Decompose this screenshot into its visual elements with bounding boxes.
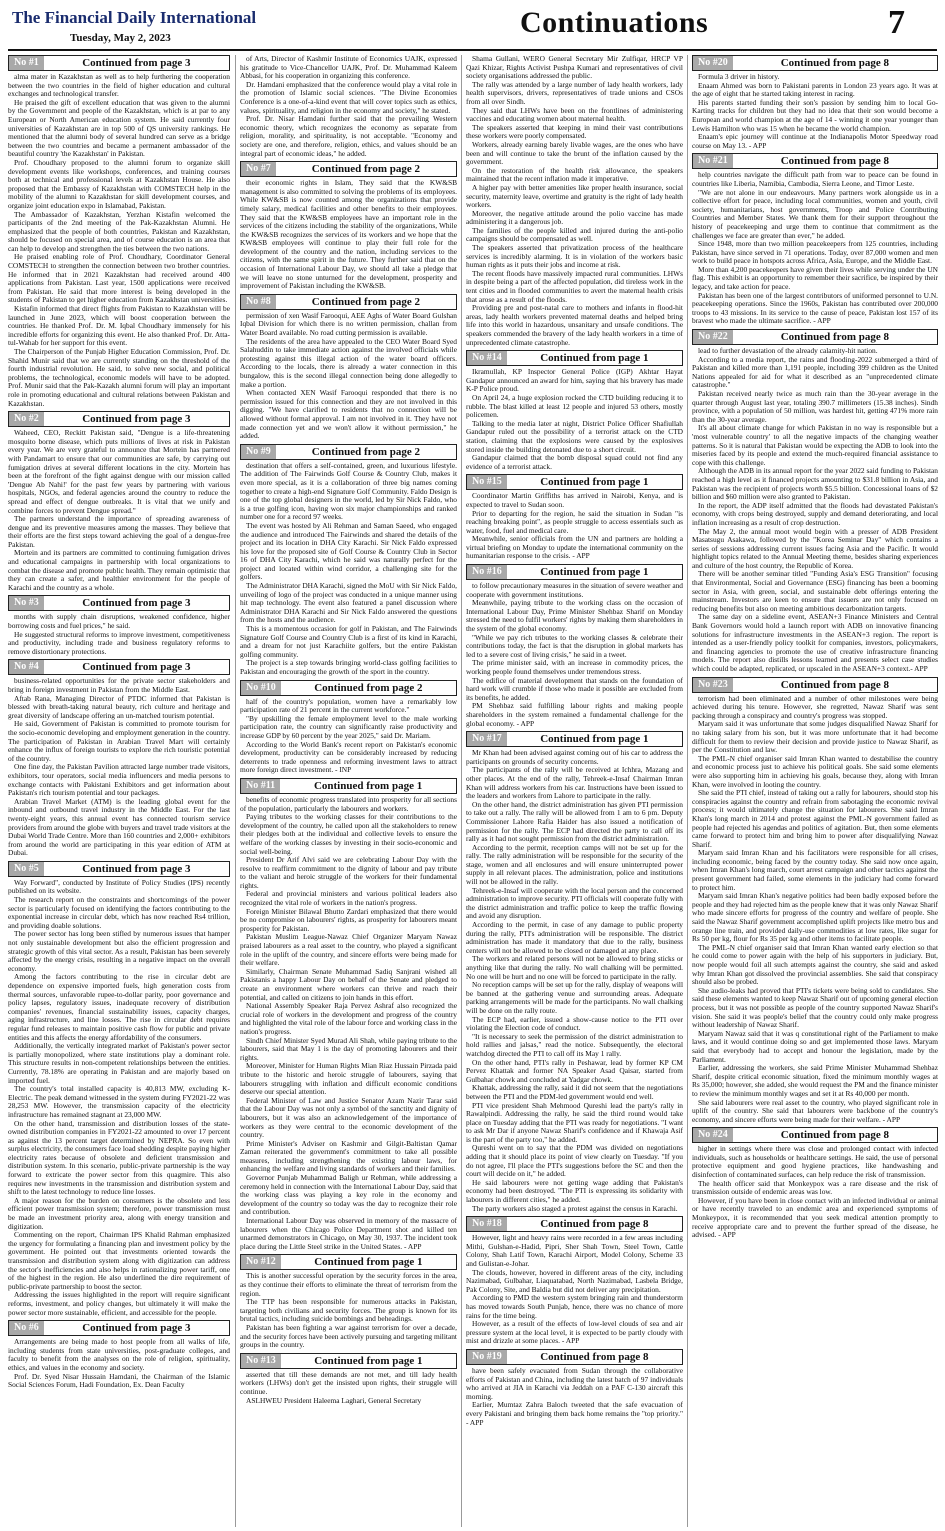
article xyxy=(240,55,457,158)
continued-label: Continued from page 8 xyxy=(540,1218,649,1231)
article-body xyxy=(466,749,683,1213)
paragraph: Waheed, CEO, Reckitt Pakistan said, "Dengue is a life-threatening mosquito borne disease, which puts millions of lives at risk in Pakistan every year. We are very grateful to announce that Mortein has partnered with Pandamart to ensure that our communities are safe, by carrying out fumigation drives at several different locations in the city. Mortein has been at the forefront of the fight against dengue with our mission called 'Dengue Ab Nahi!' for the past few years by partnering with various hospitals, NGOs, and federal agencies around the country to reduce the spread and effect of dengue outbreaks. It is vital that we unify and combine forces to prevent Dengue spread." xyxy=(8,428,230,515)
paragraph: According to the permit, in case of any damage to public property during the rally, PTI's administration will be responsible. The district administration has made it mandatory that due to the rally, business centers will not be allowed to be closed or damaged at any place. xyxy=(466,920,683,955)
continued-label: Continued from page 1 xyxy=(314,1354,423,1367)
article-header xyxy=(8,55,230,71)
article-number: No #22 xyxy=(693,330,733,344)
article-header xyxy=(466,350,683,366)
continued-label: Continued from page 3 xyxy=(82,1322,191,1335)
column-2 xyxy=(235,55,461,1527)
paragraph: The research report on the constraints and shortcomings of the power sector is particularly focused on identifying the factors contributing to the exponential increase in circular debt, which has now reached Rs4 trillion, and providing doable solutions. xyxy=(8,895,230,930)
paragraph: National Assembly Speaker Raja Pervez Ashraf also recognized the crucial role of workers in the development and progress of the country and highlighted the vital role of the labour force and working class in the nation's progress. xyxy=(240,1001,457,1036)
paragraph: Way Forward", conducted by Institute of Policy Studies (IPS) recently published on its website. xyxy=(8,877,230,896)
paragraph: The prime minister said, with an increase in commodity prices, the working people found themselves under tremendous stress. xyxy=(466,658,683,676)
paragraph: Maryam said Imran Khan and his facilitators were responsible for all crises, including economic, being faced by the country today. She said now once again, when Imran Khan's long march, court arrest campaign and other tactics against the present government had failed, some elements in the judiciary had come forward to protect him. xyxy=(692,848,938,892)
paragraph: The speakers asserted that privatization process of the healthcare services is incredibly alarming. It is in violation of the workers basic human rights as it puts their jobs and income at risk. xyxy=(466,243,683,270)
paragraph: The recent floods have massively impacted rural communities. LHWs in despite being a part of the affected population, did tireless work in the tent cities and in flooded communities to avert the maternal health crisis that arose as a result of the floods. xyxy=(466,268,683,304)
paragraph: Maryam said it was unfortunate that some judges disqualified Nawaz Sharif for no taking salary from his son, but it was more unfortunate that it had become difficult for them to review their decision and provide justice to Nawaz Sharif, as per the Constitution and law. xyxy=(692,719,938,755)
paragraph: Commenting on the report, Chairman IPS Khalid Rahman emphasized the urgency for formulating a financing plan and investment policy by the government. He pointed out that investments oriented towards the transmission and distribution system along with digitization can address the sector's inefficiencies and also helps in rationalizing power tariff, one of the highest in the region. He also underlined the dire requirement of public-private partnership to boost the sector. xyxy=(8,1230,230,1291)
article-number: No #4 xyxy=(9,660,44,674)
paragraph: On the other hand, the district administration has given PTI permission to take out a rally. The rally will be allowed from 1 am to 6 pm. Deputy Commissioner Lahore Rafia Haider has also issued a notification of permission for the rally. The ECP had directed the party to call off its rally as it had not sought permission from the district administration. xyxy=(466,799,683,844)
article-body xyxy=(692,171,938,326)
continued-label: Continued from page 8 xyxy=(780,331,889,344)
continued-label: Continued from page 1 xyxy=(540,476,649,489)
article xyxy=(240,294,457,441)
article-number: No #21 xyxy=(693,154,733,168)
article-header xyxy=(8,1320,230,1336)
paragraph: Khattak, addressing the rally, said it did not seem that the negotiations between the PTI and the PDM-led government would end well. xyxy=(466,1083,683,1101)
paragraph: The Administrator DHA Karachi, signed the MoU with Sir Nick Faldo, unveiling of logo of the project was conducted in a unique manner using hit map technology. The event also featured a panel discussion where Administrator DHA Karachi and Sir Nick Faldo answered the questions from the hosts and the audience. xyxy=(240,581,457,625)
paragraph: According to a media report, the rains and flooding-2022 submerged a third of Pakistan and killed more than 1,191 people, including 399 children as the United Nations appealed for aid for what it described as an "unprecedented climate catastrophe." xyxy=(692,354,938,390)
article-header xyxy=(466,1349,683,1365)
article-body xyxy=(466,55,683,347)
article-number: No #5 xyxy=(9,862,44,876)
continued-label: Continued from page 8 xyxy=(540,1350,649,1363)
article-header xyxy=(8,411,230,427)
article-body xyxy=(8,613,230,656)
article-body xyxy=(466,1234,683,1346)
continued-label: Continued from page 8 xyxy=(780,155,889,168)
article-number: No #12 xyxy=(241,1255,281,1269)
paragraph: On the restoration of the health risk allowance, the speakers maintained that the recent inflation made it imperative. xyxy=(466,165,683,184)
article-body xyxy=(466,1367,683,1427)
article-number: No #1 xyxy=(9,56,44,70)
article-body xyxy=(8,73,230,408)
article xyxy=(8,55,230,408)
paragraph: Enaam Ahmed was born to Pakistani parents in London 23 years ago. It was at the age of eight that he started taking interest in racing. xyxy=(692,80,938,99)
paragraph: She said labourers were real asset to the country, who played significant role in uplift of the country. She said that labourers were backbone of the country's economy, and sincere efforts were being made for their welfare. - APP xyxy=(692,1097,938,1124)
article-header xyxy=(466,474,683,490)
column-1 xyxy=(8,55,234,1527)
paragraph: PTI vice president Shah Mehmood Qureshi lead the party's rally in Rawalpindi. Addressing the rally, he said the third round would take place on Tuesday adding that the PTI was ready for negotiations. "I want to ask Mr Dar if anyone Nawaz Sharif's confidence and if Khawaja Asif is the part of the party too," he added. xyxy=(466,1100,683,1144)
article xyxy=(240,161,457,291)
article-number: No #6 xyxy=(9,1321,44,1335)
masthead xyxy=(0,0,945,50)
paragraph: The power sector has long been stifled by numerous issues that hamper not only sustainable development but also the efficient progression and strategic growth of this vital sector. As a result, Pakistan has been severely affected by the energy crisis, resulting in a negative impact on the overall economy. xyxy=(8,929,230,973)
paragraph: Earlier, addressing the workers, she said Prime Minister Muhammad Shehbaz Sharif, despite critical economic situation, fixed the minimum monthly wages at Rs 35,000; however, she added, she would request the PM and the finance minister to review the minimum monthly wages and set it at Rs 40,000 per month. xyxy=(692,1063,938,1098)
page-number: 7 xyxy=(888,4,905,41)
article-header xyxy=(466,564,683,580)
paragraph: The edifice of material development that stands on the foundation of hard work will crumble if those who made it possible are excluded from its benefits, he added. xyxy=(466,675,683,702)
article-body xyxy=(240,796,457,1251)
paragraph: half of the country's population, women have a remarkably low participation rate of 21 percent in the current workforce." xyxy=(240,696,457,715)
paragraph: Pakistan has been one of the largest contributors of uniformed personnel to U.N. peacekeeping operations. Since the 1960s, Pakistan has contributed over 200,000 troops to 43 missions. In its service to the cause of peace, Pakistan lost 157 of its bravest who made the ultimate sacrifice. - APP xyxy=(692,290,938,326)
article xyxy=(692,329,938,674)
paragraph: He said labourers were not getting wage adding that Pakistan's economy had been destroyed. "The PTI is expressing its solidarity with labourers in different cities," he added. xyxy=(466,1177,683,1205)
continued-label: Continued from page 3 xyxy=(82,57,191,69)
paragraph: Meanwhile, senior officials from the UN and partners are holding a virtual briefing on Monday to update the international community on the humanitarian response to the crisis. - APP xyxy=(466,534,683,561)
paragraph: A major reason for the burden on consumers is the obsolete and less efficient power transmission system; therefore, power transmission must be made an investment priority area, along with energy transition and digitization. xyxy=(8,1195,230,1231)
paragraph: They said that LHWs have been on the frontlines of administering vaccines and educating women about maternal health. xyxy=(466,105,683,124)
paragraph: More than 4,200 peacekeepers have given their lives while serving under the UN flag. This exhibit is an opportunity to remember their sacrifice, be inspired by their legacy, and take action for peace. xyxy=(692,264,938,292)
article xyxy=(466,350,683,471)
paragraph: Workers, already earning barely livable wages, are the ones who have been and will continue to take the brunt of the inflation caused by the government. xyxy=(466,139,683,167)
article-body xyxy=(466,492,683,561)
continued-label: Continued from page 3 xyxy=(82,413,191,426)
paragraph: On April 24, a huge explosion rocked the CTD building reducing it to rubble. The blast killed at least 12 people and injured 53 others, mostly policemen. xyxy=(466,392,683,420)
paragraph: The Ambassador of Kazakhstan, Yerzhan Kistafin welcomed the participants of the 2nd meeting of the Pak-Kazakhstan Alumni. He emphasized that the people of both countries, Pakistan and Kazakhstan, should be focused on special area, and of course education is an area that can help to develop and strengthen the ties between the two nations. xyxy=(8,209,230,253)
paragraph: Additionally, the vertically integrated market of Pakistan's power sector is partially monopolized, where state institutions play a dominant role. This structure results in non-competent relationships between the entities. Currently, 78.18% are operating in Pakistan and are majorly based on imported fuel. xyxy=(8,1041,230,1085)
paragraph: Although the ADB in its annual report for the year 2022 said funding to Pakistan reached a high level as it financed projects amounting to $31.8 billion in Asia, and Pakistan was the recipient of projects worth $5.5 billion. Concessional loans of $2 billion and $60 million were also granted to Pakistan. xyxy=(692,466,938,502)
article-number: No #11 xyxy=(241,779,280,793)
article-body xyxy=(8,677,230,857)
continued-label: Continued from page 1 xyxy=(540,352,649,365)
continued-label: Continued from page 1 xyxy=(313,779,423,792)
paragraph: ASLHWEU President Haleema Laghari, General Secretary xyxy=(246,1395,422,1405)
article-header xyxy=(8,595,230,611)
article-header xyxy=(240,1254,457,1270)
paragraph: On the other hand, PTI's rally in Peshawar, lead by former KP CM Pervez Khattak and former NA Speaker Asad Qaisar, started from Gulbahar chowk and concluded at Yadgar chowk. xyxy=(466,1057,683,1084)
paragraph: alma mater in Kazakhstan as well as to help furthering the cooperation between the two countries in the field of higher education and cultural exchanges and technological transfer. xyxy=(8,72,230,99)
article xyxy=(8,411,230,592)
article xyxy=(8,861,230,1317)
paragraph: One fine day, the Pakistan Pavilion attracted large number trade visitors, exhibitors, tour operators, social media influencers and media persons to exchange contacts with Pakistani Exhibitors and get information about Pakistan's rich tourism potential and tour packages. xyxy=(8,762,230,798)
paragraph: She audio-leaks had proved that PTI's tickets were being sold to candidates. She said these elements wanted to keep Nawaz Sharif out of upcoming general election process, but it was not possible as people of the country supported Nawaz Sharif's vision. She said it was people's belief that the country could only make progress without leadership of Nawaz Sharif. xyxy=(692,985,938,1030)
paragraph: Pakistan received nearly twice as much rain than the 30-year average in the quarter through August last year, totaling 390.7 millimeters (15.38 inches). Sindh province, with a population of 50 million, was hardest hit, getting 471% more rain than the 30-year average. xyxy=(692,389,938,424)
paragraph: destination that offers a self-contained, green, and luxurious lifestyle. The addition of The Fairwinds Golf Course & Country Club, makes it even more special, as it is a collaboration of three big names coming together to create a high-end Signature Golf Community. Faldo Design is one of the top global designers in the world, led by Sir Nick Faldo, who is a true golfing icon, having won six major championships and ranked number one for a record 97 weeks. xyxy=(240,460,457,522)
continued-label: Continued from page 1 xyxy=(314,1256,423,1269)
article-body xyxy=(466,582,683,728)
article-body xyxy=(240,1272,457,1349)
paragraph: The same day on a sideline event, ASEAN+3 Finance Ministers and Central Bank Governors would hold a launch report with ADB on innovative financing solutions for infrastructure investments in the ASEAN+3 region. The report is intended as a user-friendly policy toolkit for companies, investors, policymakers, and financing agencies to promote the use of creative infrastructure financing models. The report also distills lessons learned and presents select case studies which could be adapted, replicated, or upscaled in the ASEAN+3 context.- APP xyxy=(692,612,938,673)
paragraph: Formula 3 driver in history. xyxy=(698,72,780,81)
article xyxy=(466,564,683,728)
paragraph: asserted that till these demands are not met, and till lady health workers (LHWs) don't get the insisted upon rights, their struggle will continue. xyxy=(240,1369,457,1396)
article xyxy=(466,1216,683,1346)
paragraph: The families of the people killed and injured during the anti-polio campaigns should be compensated as well. xyxy=(466,225,683,244)
section-title: Continuations xyxy=(520,6,709,39)
continued-label: Continued from page 2 xyxy=(311,295,420,308)
paragraph: The clouds, however, hovered in different areas of the city, including Nazimabad, Gulbahar, Liaquatabad, North Nazimabad, Lasbela Bridge, Pak Colony, Site, and Baldia but did not deliver any precipitation. xyxy=(466,1267,683,1294)
paragraph: On the other hand, transmission and distribution losses of the state-owned distribution companies in FY2021-22 amounted to over 17 percent as against the 13 percent target determined by NEPRA. So even with surplus electricity, the consumers face load shedding despite paying higher electricity rates because of obsolete and deficient transmission and distribution system. In this scenario, public-private partnership is the way forward to extricate the power sector from this quagmire. This also requires new investments in the transmission and distribution system and shift to the latest technology to reduce line losses. xyxy=(8,1118,230,1197)
article-number: No #19 xyxy=(467,1350,507,1364)
paragraph: of Arts, Director of Kashmir Institute of Economics UAJK, expressed his gratitude to Vice-Chancellor UAJK, Prof. Dr. Muhammad Kaleem Abbasi, for his cooperation in organizing this conference. xyxy=(240,55,457,81)
paragraph: This is another successful operation by the security forces in the area, as they continue their efforts to eliminate the threat of terrorism from the region. xyxy=(240,1271,457,1298)
article-number: No #7 xyxy=(241,162,276,176)
article-header xyxy=(240,444,457,460)
paragraph: months with supply chain disruptions, weakened confidence, higher borrowing costs and fuel prices," he said. xyxy=(8,612,230,631)
article-header xyxy=(692,677,938,693)
article xyxy=(8,1320,230,1390)
paragraph: Moreover, Minister for Human Rights Mian Riaz Hussain Pirzada paid tribute to the historic and heroic struggle of labourers, saying that labourers struggling with inflation and difficult economic conditions deserve our special attention. xyxy=(240,1061,457,1097)
paragraph: Prof. Choudhary proposed to the alumni forum to organize skill development events like workshops, conferences, and training courses both at technical and professional levels at Kazakhstan House. He also proposed that the Embassy of Kazakhstan with COMSTECH help in the mobility of the alumni to Kazakhstan for skill development courses, and organize joint education expo in Islamabad, Pakistan. xyxy=(8,157,230,210)
article xyxy=(8,595,230,656)
paragraph: He praised the gift of excellent education that was given to the alumni by the Government and people of the Kazakhstan, which is at par to any European or North American education system. He said currently four universities of Kazakhstan are in top 500 of QS university rankings. He mentioned that the alumni body of several hundred can serve as a bridge between the two countries and became a permanent ambassador of the beautiful country 'the Kazakhstan' in Pakistan. xyxy=(8,97,230,159)
article-body xyxy=(8,879,230,1317)
paragraph: Mortein and its partners are committed to continuing fumigation drives and educational campaigns in partnership with local organizations to combat the disease and promote public health. They remain optimistic that they can create a safer, and healthier environment for the people of Karachi and the country as a whole. xyxy=(8,548,230,592)
continued-label: Continued from page 8 xyxy=(780,678,889,691)
paragraph: It's all about climate change for which Pakistan in no way is responsible but a 'most vulnerable country' to all the negative impacts of the changing weather patterns. So it is natural that Pakistan would be expecting the ADB to look into the miseries faced by its people and extend the much-required financial assistance to cope with this challenge. xyxy=(692,423,938,467)
paragraph: The residents of the area have appealed to the CEO Water Board Syed Salahuddin to take immediate action against the involved officials while protesting against this illegal action of the water board officers. According to the locals, there is already a water connection in this bungalow, this is the second illegal connection being done allegedly to make a portion. xyxy=(240,336,457,389)
paragraph: The workers and related persons will not be allowed to bring sticks or anything like that during the rally. No wall chalking will be permitted. No one will be hurt and no one will be forced to participate in the rally. xyxy=(466,954,683,981)
article-header xyxy=(8,861,230,877)
paragraph: However, if you have been in close contact with an infected individual or animal or have recently traveled to an endemic area and experienced symptoms of Monkeypox, it is recommended that you seek medical attention promptly to receive appropriate care and to prevent the further spread of the disease, he advised. - APP xyxy=(692,1195,938,1240)
column-4 xyxy=(687,55,938,1527)
paragraph: Talking to the media later at night, District Police Officer Shafiullah Gandapur ruled out the possibility of a terrorist attack on the CTD station, claiming that the explosions were caused by the explosives stored inside the building detonated due to a short circuit. xyxy=(466,418,683,454)
paragraph: Prof. Dr. Nisar Hamdani further said that the prevailing Western economic theory, which recognizes the economy as separate from religion, morality, and spirituality, is not acceptable. "Economy and society are one, and therefore, religion, ethics, and values should be an integral part of economic ideas," he added. xyxy=(240,114,457,158)
continued-label: Continued from page 1 xyxy=(540,733,649,746)
paragraph: According to the permit, reception camps will not be set up for the rally. The rally administration will be responsible for the security of the stage, women and all enclosures and will ensure uninterrupted power supply in all relevant places. The administration, police and institutions will not be allowed in the rally. xyxy=(466,842,683,887)
article-header xyxy=(466,731,683,747)
article-body xyxy=(240,698,457,775)
article xyxy=(692,153,938,326)
paragraph: The PML-N chief organiser said that Imran Khan wanted early election so that he could come to power again with the help of his supporters in judiciary. But, now people would foil all such attempts against the country, she said and asked why Imran Khan got dissolved the provincial assemblies. She said that conspiracy should also be probed. xyxy=(692,942,938,987)
paragraph: help countries navigate the difficult path from war to peace can be found in countries like Liberia, Namibia, Cambodia, Sierra Leone, and Timor Leste. xyxy=(692,170,938,188)
article-body xyxy=(240,462,457,677)
article-header xyxy=(692,153,938,169)
continued-label: Continued from page 2 xyxy=(311,445,420,458)
paragraph: Shama Gullani, WERO General Secretary Mir Zulfiqar, HRCP VP Qazi Khizar, Rights Activist Pushpa Kumari and representatives of civil society organisations addressed the public. xyxy=(466,55,683,81)
article-body xyxy=(240,55,457,158)
article xyxy=(8,659,230,857)
paragraph: higher in settings where there was close and prolonged contact with infected individuals, such as households or healthcare settings. He said, the use of personal protective equipment and good hygiene practices, like handwashing and disinfection of contaminated surfaces, can help reduce the risk of transmission. xyxy=(692,1144,938,1180)
paragraph: According to PMD the western system bringing rain and thunderstorm has moved towards South Punjab, hence, there was no chance of more rains for the time being. xyxy=(466,1293,683,1320)
issue-date: Tuesday, May 2, 2023 xyxy=(70,32,171,44)
article-number: No #8 xyxy=(241,295,276,309)
paragraph: However, as a result of the effects of low-level clouds of sea and air pressure system at the local level, it is expected to be partly cloudy with mist and drizzle at some places. - APP xyxy=(466,1319,683,1346)
paragraph: The Chairperson of the Punjab Higher Education Commission, Prof. Dr. Shahid Munir said that we are currently standing on the threshold of the fourth industrial revolution. He said, to solve new social, and political problems, the technological, economic models will have to be adopted. Prof. Munir said that the Pak-Kazakh alumni forum will play an important role in promoting educational and cultural relations between Pakistan and Kazakhstan. xyxy=(8,347,230,408)
article-body xyxy=(240,179,457,291)
article-header xyxy=(692,329,938,345)
paragraph: Prof. Dr. Syed Nisar Hussain Hamdani, the Chairman of the Islamic Social Sciences Forum, Hadi Foundation, Ex. Dean Faculty xyxy=(8,1371,230,1390)
paragraph: The health officer said that Monkeypox was a rare disease and the risk of transmission outside of endemic areas was low. xyxy=(692,1178,938,1197)
paragraph: Enaam's epic journey will continue at the Indianapolis Motor Speedway road course on May 13. - APP xyxy=(692,132,938,150)
article-number: No #13 xyxy=(241,1354,281,1368)
paragraph: Federal Minister of Law and Justice Senator Azam Nazir Tarar said that the Labour Day was not only a symbol of the sanctity and dignity of labourers, but it was also an acknowledgement of the importance of workers as they were central to the economic development of the country. xyxy=(240,1095,457,1140)
article xyxy=(240,680,457,775)
paragraph: terrorism had been eliminated and a number of other milestones were being achieved during his tenure. However, she regretted, Nawaz Sharif was sent packing through a conspiracy and country's progress was stopped. xyxy=(692,693,938,720)
paragraph: "While we pay rich tributes to the working classes & celebrate their contributions today, the fact is that the disruption in global markets has led to a severe cost of living crisis," he said in a tweet. xyxy=(466,632,683,659)
paragraph: This is a momentous occasion for golf in Pakistan, and The Fairwinds Signature Golf Course and Country Club is a first of its kind in Karachi, and a dream for not just Karachiite golfers, but the entire Pakistan golfing community. xyxy=(240,624,457,659)
article-body xyxy=(8,1338,230,1390)
paragraph: He praised enabling role of Prof. Choudhary, Coordinator General COMSTECH to strengthen the connection between two brother countries. He informed that in 2021 Kazakhstan had received around 400 applications from Pakistan. Last year, 1500 applications were received from Pakistan. He said that more interest is being developed in the students of Pakistan to get higher education from Kazakhstan universities. xyxy=(8,252,230,305)
masthead-rule xyxy=(8,49,937,51)
paper-name: The Financial Daily International xyxy=(12,8,257,27)
paragraph: Pakistan has been fighting a war against terrorism for over a decade, and the security forces have been actively pursuing and targeting militant groups in the country. xyxy=(240,1322,457,1350)
paragraph: The party workers also staged a protest against the census in Karachi. xyxy=(472,1203,678,1213)
article-number: No #23 xyxy=(693,678,733,692)
article-body xyxy=(240,312,457,441)
paragraph: Federal and provincial ministers and various political leaders also recognized the vital role of workers in the nation's progress. xyxy=(240,889,457,908)
article-header xyxy=(240,161,457,177)
article-number: No #14 xyxy=(467,351,507,365)
article xyxy=(240,778,457,1251)
paragraph: Kistafin informed that direct flights from Pakistan to Kazakhstan will be launched in June 2023, which will boost cooperation between the countries. He thanked Prof. Dr. M. Iqbal Choudhary immensely for his incredible efforts for organizing this event. He also thanked Prof. Dr. Atta-tul-Wahab for her support for this event. xyxy=(8,304,230,348)
paragraph: Meanwhile, paying tribute to the working class on the occasion of International Labour Day, Prime Minister Shehbaz Sharif on Monday stressed the need to fulfil workers' rights by making them shareholders in the system of the global economy. xyxy=(466,598,683,634)
paragraph: His parents started funding their son's passion by sending him to local Go-Karting tracks for children but they had no idea that their son would become a European and world champion at the age of 14 - winning it one year younger than Lewis Hamilton who was 15 when he became the world champion. xyxy=(692,97,938,133)
continued-label: Continued from page 8 xyxy=(780,57,889,69)
article-header xyxy=(466,1216,683,1232)
paragraph: "It is necessary to seek the permission of the district administration to hold rallies and jalsas," read the notice. Subsequently, the electoral watchdog directed the PTI to call off its May 1 rally. xyxy=(466,1031,683,1058)
article xyxy=(692,677,938,1125)
article-number: No #2 xyxy=(9,412,44,426)
paragraph: However, light and heavy rains were recorded in a few areas including Mithi, Gulshan-e-Hadid, Pipri, Sher Shah Town, Steel Town, Cattle Colony, Shah Latif Town, Karachi Airport, Model Colony, Scheme 33 and Gulistan-e-Johar. xyxy=(466,1233,683,1268)
article-number: No #10 xyxy=(241,681,281,695)
article-header xyxy=(8,659,230,675)
paragraph: Since 1948, more than two million peacekeepers from 125 countries, including Pakistan, have since served in 71 operations. Today, over 87,000 women and men work to build peace in hotspots across Africa, Asia, Europe, and the Middle East. xyxy=(692,239,938,266)
paragraph: Qureshi went on to say that the PDM was divided on negotiations adding that it should place its point of view clearly on Tuesday. "If you do not agree, I'll place the PTI's suggestions before the SC and then the court will decide on it," he added. xyxy=(466,1143,683,1179)
paragraph: Foreign Minister Bilawal Bhutto Zardari emphasized that there would be no compromise on labourers' rights, as prosperity for labourers meant prosperity for Pakistan. xyxy=(240,906,457,933)
article-number: No #17 xyxy=(467,732,507,746)
paragraph: PM Shehbaz said fulfilling labour rights and making people shareholders in the system remained a fundamental challenge for the global economy. - APP xyxy=(466,701,683,728)
article xyxy=(466,1349,683,1427)
column-3 xyxy=(461,55,687,1527)
paragraph: The May 2, the annual moot would begin with a presser of ADB President Masatsugu Asakawa, followed by the "Korea Seminar Day" which contains a series of sessions addressing current issues facing Asia and the Pacific. It would highlight topics related to the Annual Meeting theme, besides sharing experiences and culture of the host country, the Republic of Korea. xyxy=(692,526,938,570)
paragraph: She said the PTI chief, instead of taking out a rally for labourers, should stop his conspiracies against the country and refrain from sabotaging the economic revival process; it would ultimately change the situation for labourers. She said Imran Khan's long march in 2014 and protest against the PML-N government failed as people had rejected his agendas and politics of agitation. But, then some elements came forward to protect him and bring him to power after disqualifying Nawaz Sharif. xyxy=(692,788,938,849)
article xyxy=(466,731,683,1213)
paragraph: Arrangements are being made to host people from all walks of life, including students from state universities, post-graduate colleges, and faculty to benefit from the analyses on the role of religion, spirituality, ethics, and values in the economy and society. xyxy=(8,1337,230,1372)
article xyxy=(692,55,938,150)
paragraph: The ECP had, earlier, issued a show-cause notice to the PTI over violating the Election code of conduct. xyxy=(466,1014,683,1033)
paragraph: He suggested structural reforms to improve investment, competitiveness and productivity, including trade and business regulatory reforms to remove distortionary protections. xyxy=(8,629,230,656)
paragraph: The PML-N chief organiser said Imran Khan wanted to destabilise the country and economic process just to achieve his political goals. She said some elements were also supporting him in achieving his goals, because they, along with Imran Khan, were involved in looting the country. xyxy=(692,753,938,789)
continued-label: Continued from page 3 xyxy=(82,661,191,674)
article-body xyxy=(8,429,230,592)
paragraph: In the report, the ADP itself admitted that the floods had devastated Pakistan's economy, with crops being destroyed, supply and demand deteriorating, and local inflation increasing as a result of crop destruction. xyxy=(692,500,938,527)
continued-label: Continued from page 3 xyxy=(82,862,191,875)
article-number: No #16 xyxy=(467,565,507,579)
paragraph: Maryam Nawaz said that it was q constitutional right of the Parliament to make laws, and it would continue doing so and get implemented those laws. Maryam said that everybody had to accept and honour the legislation, made by the Parliament. xyxy=(692,1028,938,1064)
article-number: No #20 xyxy=(693,56,733,70)
paragraph: permission of xen Wasif Farooqui, AEE Aghs of Water Board Gulshan Iqbal Division for which there is no written permission, challan from Water Board available. No road cutting permission is available. xyxy=(240,310,457,338)
paragraph: There will be another seminar titled "Funding Asia's ESG Transition" focusing that Environmental, Social and Governance (ESG) financing has been a booming sector in Asia, with green, social, and sustainable debt offerings entering the mainstream. Investors are keen to ensure that issuers are not only focused on reducing benefits but also on meeting ambitious decarbonization targets. xyxy=(692,569,938,613)
continued-label: Continued from page 3 xyxy=(82,597,191,610)
paragraph: The partners understand the importance of spreading awareness of dengue and its preventive measures among the masses. They believe that their efforts are the first steps toward achieving the goal of a dengue-free Pakistan. xyxy=(8,514,230,549)
continued-label: Continued from page 1 xyxy=(540,566,649,579)
paragraph: Sindh Chief Minister Syed Murad Ali Shah, while paying tribute to the labourers, said that May 1 is the day of promoting labourers and their rights. xyxy=(240,1035,457,1062)
article xyxy=(240,444,457,677)
paragraph: The project is a step towards bringing world-class golfing facilities to Pakistan and encouraging the growth of the sport in the country. xyxy=(240,658,457,676)
paragraph: Providing pre and post-natal care to mothers and infants in flood-hit areas, lady health workers prevented maternal deaths and helped bring life into this world in hazardous, unsanitary and unsafe conditions. The speakers commended the bravery of the lady health workers in a time of unprecedented climate catastrophe. xyxy=(466,303,683,347)
paragraph: When contacted XEN Wasif Farooqui responded that there is no permission issued for this connection and they are not involved in this digging. "We have clarified to residents that no connection will be allowed without formal approval. I am not involved in it. They have not made connection yet and we won't allow it without permission," he added. xyxy=(240,388,457,441)
continued-label: Continued from page 2 xyxy=(311,163,420,176)
article-body xyxy=(466,368,683,471)
article-header xyxy=(240,294,457,310)
article xyxy=(692,1127,938,1240)
article xyxy=(466,474,683,561)
continued-label: Continued from page 2 xyxy=(314,681,423,694)
paragraph: Mr Khan had been advised against coming out of his car to address the participants on grounds of security concerns. xyxy=(466,748,683,766)
article-number: No #9 xyxy=(241,445,276,459)
paragraph: Prime Minister's Adviser on Kashmir and Gilgit-Baltistan Qamar Zaman reiterated the government's commitment to take all possible measures, including strengthening the existing labour laws, for enhancing the welfare and living standards of workers and their families. xyxy=(240,1138,457,1174)
paragraph: Gandapur claimed that the bomb disposal squad could not find any evidence of a terrorist attack. xyxy=(466,453,683,471)
article-number: No #18 xyxy=(467,1217,507,1231)
paragraph: He said, Government of Pakistan is committed to promote tourism for the socio-economic developing and employment generation in the country. The participation of Pakistan in Arabian Travel Mart will certainly enhance the influx of foreign tourists to explore the rich touristic potential of the country. xyxy=(8,719,230,763)
paragraph: Pakistan Muslim League-Nawaz Chief Organizer Maryam Nawaz praised labourers as a real asset to the country, who played a significant role in the uplift of the country, and sincere efforts were being made for their welfare. xyxy=(240,932,457,968)
article-header xyxy=(692,55,938,71)
paragraph: Similarly, Chairman Senate Muhammad Sadiq Sanjrani wished all Pakistanis a happy Labour Day on behalf of the Senate and pledged to create an environment where workers can thrive and reach their potential, and called on citizens to join hands in this effort. xyxy=(240,966,457,1002)
paragraph: Coordinator Martin Griffiths has arrived in Nairobi, Kenya, and is expected to travel to Sudan soon. xyxy=(466,491,683,509)
paragraph: Aftab Rana, Managing Director of PTDC informed that Pakistan is blessed with breath-taking natural beauty, rich culture and heritage and great diversity of landscape offering an un-matched tourism potential. xyxy=(8,693,230,720)
paragraph: business-related opportunities for the private sector stakeholders and bring in foreign investment in Pakistan from the Middle East. xyxy=(8,676,230,694)
paragraph: have been safely evacuated from Sudan through the collaborative efforts of Pakistan and China, including the latest batch of 97 individuals who arrived at JIA in Karachi via Jeddah on a PAF C-130 aircraft this morning. xyxy=(466,1365,683,1401)
article xyxy=(466,55,683,347)
paragraph: Ikramullah, KP Inspector General Police (IGP) Akhtar Hayat Gandapur announced an award for him, saying that his bravery has made K-P Police proud. xyxy=(466,367,683,394)
paragraph: Prior to departing for the region, he said the situation in Sudan "is reaching breaking point", as people struggle to access essentials such as water, food, fuel and medical care. xyxy=(466,508,683,535)
paragraph: Dr. Hamdani emphasized that the conference would play a vital role in the promotion of Islamic social sciences. "The Divine Economies Conference is a one-of-a-kind event that will cover topics such as ethics, values, spirituality, and religion in the economy and society," he stated. xyxy=(240,79,457,115)
article xyxy=(240,1254,457,1349)
article-body xyxy=(692,1145,938,1240)
article-header xyxy=(240,680,457,696)
paragraph: Among the factors contributing to the rise in circular debt are dependence on expensive imported fuels, high generation costs from thermal sources, unfavorable rupee-to-dollar parity, poor governance and policy lapses, regulatory issues, inadequate recovery of distribution companies' revenues, financial sustainability issues, capacity charges, aging infrastructure, and line losses. The rise in circular debt requires regular fund releases to maintain positive cash flow for public and private entities and this affects the energy affordability of the consumers. xyxy=(8,972,230,1042)
paragraph: their economic rights in Islam, They said that the KW&SB management is also committed to solving the problems of its employees. While KW&SB is now counted among the organizations that provide timely salary, medical facilities and other benefits to their employees. They said that the KW&SB employees have an important role in the services of the citizens including the stability of the organizations, While the KW&SB recognizes the services of its workers and we hope that the KW&SB employees will continue to play their full role for the development of the country and the nation, including services to the citizens, with the same spirit in the future. They further said that on the occasion of International Labour Day, we should all take a pledge that we will leave no stone unturned for the development, prosperity and improvement of Pakistan including the KW&SB. xyxy=(240,178,457,291)
article-number: No #15 xyxy=(467,475,507,489)
paragraph: The country's total installed capacity is 40,813 MW, excluding K-Electric. The peak demand witnessed in the system during FY2021-22 was 28,253 MW. However, the transmission capacity of the electricity infrastructure has remained stagnant at 23,000 MW. xyxy=(8,1084,230,1119)
paragraph: The event was hosted by Ali Rehman and Saman Saeed, who engaged the audience and introduced The Fairwinds and shared the details of the project and its location in DHA City Karachi. Sir Nick Faldo expressed his love for the proposed site of Golf Course & Country Club in Sector 16 of DHA City Karachi, which he said was naturally perfect for the project and located within wind corridor, a challenging site for the golfers. xyxy=(240,520,457,582)
paragraph: The TTP has been responsible for numerous attacks in Pakistan, targeting both civilians and security forces. The group is known for its brutal tactics, including suicide bombings and beheadings. xyxy=(240,1297,457,1324)
article-header xyxy=(692,1127,938,1143)
continued-label: Continued from page 8 xyxy=(780,1129,889,1142)
paragraph: The rally was attended by a large number of lady health workers, lady health supervisors, drivers, representatives of trade unions and CSOs from all over Sindh. xyxy=(466,79,683,106)
paragraph: Tehreek-e-Insaf will cooperate with the local person and the concerned administration to improve security. PTI officials will cooperate fully with the district administration and traffic police to keep the traffic flowing and avoid any disruption. xyxy=(466,885,683,921)
paragraph: A higher pay with better amenities like proper health insurance, social security, maternity leave, overtime and gratuity is the right of lady health workers. xyxy=(466,182,683,210)
paragraph: to follow precautionary measures in the situation of severe weather and cooperate with government institutions. xyxy=(466,581,683,599)
paragraph: The speakers asserted that keeping in mind their vast contributions these workers were poorly compensated. xyxy=(466,122,683,141)
article-header xyxy=(240,1353,457,1369)
paragraph: According to the World Bank's recent report on Pakistan's economic development, productivity can be considerably increased by reducing deterrents to trade openness and reforming investment laws to attract more foreign direct investment. - INP xyxy=(240,739,457,775)
paragraph: Paying tributes to the working classes for their contributions to the development of the country, he called upon all the stakeholders to renew their pledges both at the individual and collective levels to ensure the welfare of the working classes by investing in their socio-economic and social well-being. xyxy=(240,812,457,856)
paragraph: Earlier, Mumtaz Zahra Baloch tweeted that the safe evacuation of every Pakistani and bringing them back home remains the "top priority." - APP xyxy=(466,1400,683,1427)
paragraph: No reception camps will be set up for the rally, display of weapons will be banned at the gathering venue and surrounding areas. Adequate parking arrangements will be made for the participants. No wall chalking will be done on the rally route. xyxy=(466,980,683,1015)
paragraph: Maryam said Imran Khan's negative politics had been badly exposed before the people and they had rejected him as the people knew that it was only Nawaz Sharif who made sincere efforts for progress of the country and welfare of people. She said the Nawaz Sharif government accomplished uplift projects like metro bus and orange line train, and provided daily-use commodities at low rates, like sugar for Rs 50 per kg, flour for Rs 35 per kg and other items to facilitate people. xyxy=(692,891,938,944)
paragraph: "By upskilling the female employment level to the male working participation rate, the country can significantly raise productivity and increase GDP by 60 percent by the year 2025," said Dr. Mariam. xyxy=(240,713,457,740)
paragraph: President Dr Arif Alvi said we are celebrating Labour Day with the resolve to reaffirm commitment to the dignity of labour and pay tribute to the valiant and heroic struggle of the workers for their fundamental rights. xyxy=(240,855,457,890)
article-body xyxy=(240,1371,457,1405)
article-header xyxy=(240,778,457,794)
article-body xyxy=(692,695,938,1125)
article-number: No #3 xyxy=(9,596,44,610)
paragraph: International Labour Day was observed in memory of the massacre of labourers when the Chicago Police Department shot and killed ten unarmed demonstrators in Chicago, on May 30, 1937. The incident took place during the Little Steel strike in the United States. - APP xyxy=(240,1216,457,1251)
article-body xyxy=(692,73,938,150)
paragraph: Governor Punjab Muhammad Baligh ur Rehman, while addressing a ceremony held in connection with the International Labour Day, said that the working class was playing a key role in the economy and development of the country so today was the day to recognize their role and contribution. xyxy=(240,1173,457,1217)
paragraph: Moreover, the negative attitude around the polio vaccine has made administering it a dangerous job. xyxy=(466,208,683,227)
paragraph: "We are not alone in our endeavours. Many partners work alongside us in a collective effort for peace, including local communities, women and youth, civil society, humanitarians, host governments, Troop and Police Contributing Countries and Member States. We thank them for their support throughout the history of peacekeeping and urge them to continue that commitment as the challenges we face are greater than ever," he added. xyxy=(692,187,938,240)
paragraph: Addressing the issues highlighted in the report will require significant reforms, investment, and policy changes, but ultimately it will make the power sector more sustainable, efficient, and accessible for the people. xyxy=(8,1290,230,1317)
article xyxy=(240,1353,457,1405)
paragraph: Arabian Travel Market (ATM) is the leading global event for the inbound and outbound travel industry in the Middle East. For the last twenty-eight years, this annual event has connected tourism service providers from around the globe with buyers and travel trade visitors at the Dubai World Trade Centre. More than 160 countries and 2,000+ exhibitors from around the world are participating in this year edition of ATM at Dubai. xyxy=(8,796,230,858)
paragraph: The participants of the rally will be received at Ichhra, Mazang and other places. At the end of the rally, Tehreek-e-Insaf Chairman Imran Khan will address workers from his car. Instructions have been issued to the leaders and workers from Lahore to participate in the rally. xyxy=(466,765,683,801)
article-number: No #24 xyxy=(693,1128,733,1142)
paragraph: benefits of economic progress translated into prosperity for all sections of the population, particularly the labourers and workers. xyxy=(240,794,457,813)
paragraph: lead to further devastation of the already calamity-hit nation. xyxy=(698,346,878,356)
article-body xyxy=(692,347,938,674)
